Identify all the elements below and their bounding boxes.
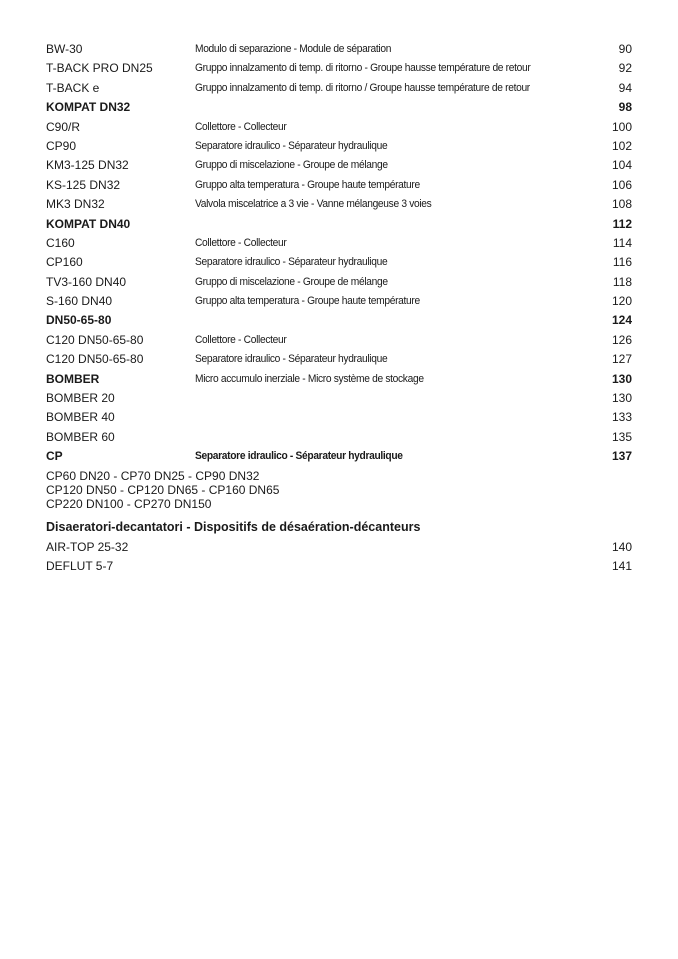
product-code: DEFLUT 5-7	[46, 559, 114, 574]
page-number: 137	[611, 449, 632, 464]
product-description: Separatore idraulico - Séparateur hydraulique	[195, 353, 388, 366]
product-code: KM3-125 DN32	[46, 158, 129, 173]
page-number: 126	[611, 332, 632, 347]
page-number: 116	[612, 255, 632, 270]
product-code: CP160	[46, 255, 83, 270]
toc-row[interactable]	[46, 538, 632, 557]
page-number: 120	[611, 294, 632, 309]
page-number: 108	[611, 197, 632, 212]
product-description: Collettore - Collecteur	[195, 120, 287, 133]
section-bomber[interactable]	[46, 370, 632, 389]
page-number: 127	[611, 352, 632, 367]
product-code: BOMBER 40	[46, 410, 115, 425]
product-code: KS-125 DN32	[46, 177, 121, 192]
section-description: Micro accumulo inerziale - Micro système de stockage	[195, 372, 424, 385]
toc-row[interactable]	[46, 389, 632, 408]
product-code: T-BACK e	[46, 80, 100, 95]
section-dn50-65-80[interactable]	[46, 311, 632, 330]
product-description: Separatore idraulico - Séparateur hydraulique	[195, 139, 388, 152]
toc-row[interactable]	[46, 273, 632, 292]
toc-row[interactable]	[46, 557, 632, 576]
toc-row[interactable]	[46, 176, 632, 195]
product-code: S-160 DN40	[46, 294, 113, 309]
page-number: 130	[611, 371, 632, 386]
toc-row[interactable]	[46, 40, 632, 59]
page-number: 140	[611, 539, 632, 554]
section-disaeratori[interactable]: Disaeratori-decantatori - Dispositifs de désaération-décanteurs	[46, 519, 421, 534]
product-code: C120 DN50-65-80	[46, 332, 144, 347]
product-description: Gruppo alta temperatura - Groupe haute température	[195, 295, 420, 308]
page-number: 90	[618, 42, 632, 56]
product-code: BOMBER 60	[46, 429, 115, 444]
page-number: 114	[612, 235, 632, 250]
product-code: MK3 DN32	[46, 197, 105, 212]
product-description: Valvola miscelatrice a 3 vie - Vanne mélangeuse 3 voies	[195, 198, 432, 211]
section-title: CP	[46, 449, 63, 464]
section-description: Separatore idraulico - Séparateur hydraulique	[195, 450, 403, 463]
product-code: CP90	[46, 138, 77, 153]
section-cp[interactable]	[46, 447, 632, 466]
page-number: 106	[611, 177, 632, 192]
section-kompat-dn32[interactable]	[46, 98, 632, 117]
toc-row[interactable]	[46, 137, 632, 156]
product-code: T-BACK PRO DN25	[46, 61, 153, 76]
section-title: BOMBER	[46, 371, 100, 386]
product-description: Collettore - Collecteur	[195, 236, 287, 249]
product-code: C160	[46, 235, 75, 250]
page-number: 135	[611, 429, 632, 444]
page-number: 141	[611, 559, 632, 574]
toc-row[interactable]	[46, 408, 632, 427]
product-code: TV3-160 DN40	[46, 274, 127, 289]
page-number: 102	[611, 138, 632, 153]
toc-row[interactable]	[46, 234, 632, 253]
toc-row[interactable]	[46, 350, 632, 369]
page-number: 98	[618, 100, 632, 115]
toc-row[interactable]	[46, 195, 632, 214]
toc-row[interactable]	[46, 59, 632, 78]
product-code: C120 DN50-65-80	[46, 352, 144, 367]
cp-model-list	[46, 469, 632, 512]
product-code: C90/R	[46, 119, 81, 134]
cp-model-line: CP120 DN50 - CP120 DN65 - CP160 DN65	[46, 483, 280, 497]
product-code: BW-30	[46, 42, 83, 56]
page-number: 118	[612, 274, 632, 289]
product-code: BOMBER 20	[46, 391, 115, 406]
page-number: 104	[611, 158, 632, 173]
product-description: Gruppo di miscelazione - Groupe de mélange	[195, 275, 388, 288]
product-description: Gruppo innalzamento di temp. di ritorno - Groupe hausse température de retour	[195, 62, 531, 75]
product-description: Separatore idraulico - Séparateur hydraulique	[195, 256, 388, 269]
toc-row[interactable]	[46, 253, 632, 272]
product-description: Gruppo innalzamento di temp. di ritorno / Groupe hausse température de retour	[195, 81, 530, 94]
cp-model-line: CP220 DN100 - CP270 DN150	[46, 497, 212, 512]
product-code: AIR-TOP 25-32	[46, 539, 129, 554]
section-title: KOMPAT DN40	[46, 216, 131, 231]
toc-row[interactable]	[46, 331, 632, 350]
page-number: 133	[611, 410, 632, 425]
toc-row[interactable]	[46, 156, 632, 175]
page-number: 130	[611, 391, 632, 406]
product-description: Gruppo di miscelazione - Groupe de mélange	[195, 159, 388, 172]
toc-row[interactable]	[46, 428, 632, 447]
section-title: KOMPAT DN32	[46, 100, 131, 115]
product-description: Collettore - Collecteur	[195, 333, 287, 346]
table-of-contents	[46, 40, 632, 577]
page-number: 124	[611, 313, 632, 328]
product-description: Modulo di separazione - Module de séparation	[195, 43, 392, 55]
page-number: 112	[612, 216, 632, 231]
page-number: 100	[611, 119, 632, 134]
toc-row[interactable]	[46, 292, 632, 311]
page-number: 92	[618, 61, 632, 76]
cp-model-line: CP60 DN20 - CP70 DN25 - CP90 DN32	[46, 468, 260, 483]
section-kompat-dn40[interactable]	[46, 215, 632, 234]
page-number: 94	[618, 80, 632, 95]
section-title: DN50-65-80	[46, 313, 112, 328]
toc-row[interactable]	[46, 79, 632, 98]
toc-row[interactable]	[46, 118, 632, 137]
product-description: Gruppo alta temperatura - Groupe haute température	[195, 178, 420, 191]
